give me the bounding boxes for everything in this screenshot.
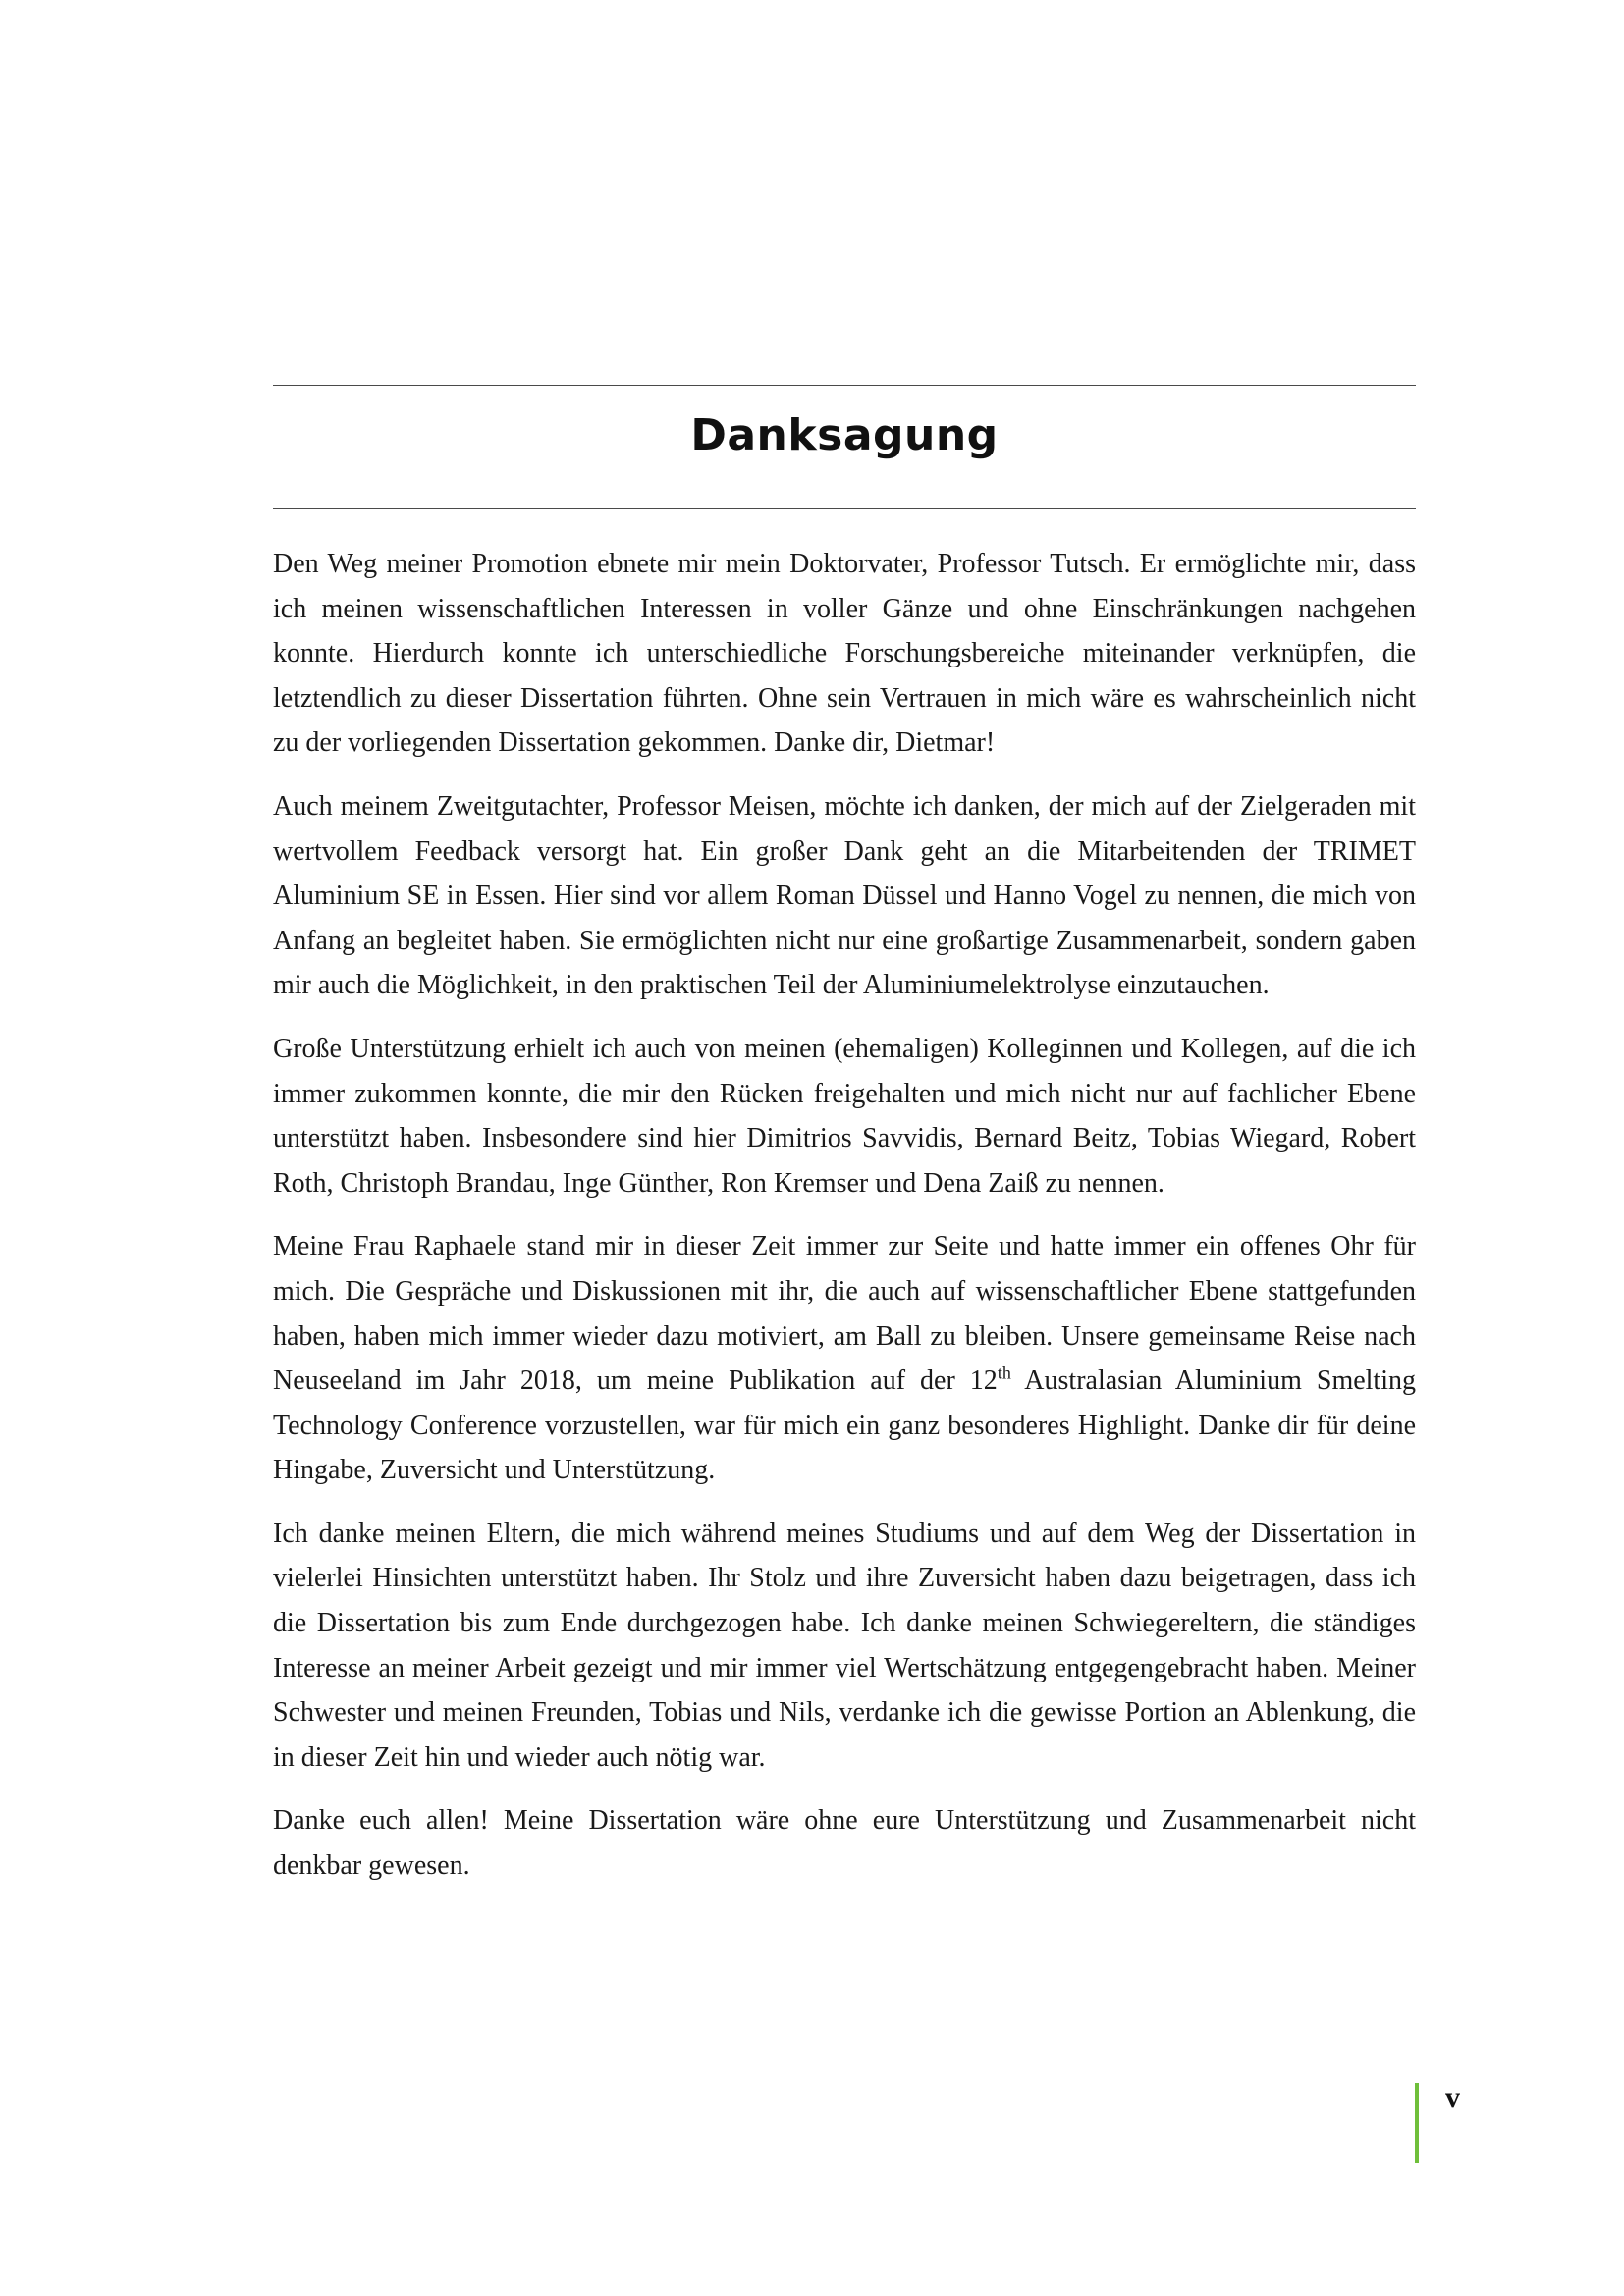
paragraph-2: Auch meinem Zweitgutachter, Professor Meisen, möchte ich danken, der mich auf der Zielgeraden mit wertvollem Feedback versorgt hat. Ein großer Dank geht an die Mitarbeitenden der TRIMET Aluminium SE in Essen. Hier sind vor allem Roman Düssel und Hanno Vogel zu nennen, die mich von Anfang an begleitet haben. Sie ermöglichten nicht nur eine großartige Zusammenarbeit, sondern gaben mir auch die Möglichkeit, in den praktischen Teil der Aluminiumelektrolyse einzutauchen. (273, 790, 1416, 1001)
paragraph-3: Große Unterstützung erhielt ich auch von meinen (ehemaligen) Kolleginnen und Kollegen, auf die ich immer zukommen konnte, die mir den Rücken freigehalten und mich nicht nur auf fachlicher Ebene unterstützt haben. Insbesondere sind hier Dimitrios Savvidis, Bernard Beitz, Tobias Wiegard, Robert Roth, Christoph Brandau, Inge Günther, Ron Kremser und Dena Zaiß zu nennen. (273, 1033, 1416, 1199)
paragraph-4-before: Meine Frau Raphaele stand mir in dieser Zeit immer zur Seite und hatte immer ein offenes Ohr für mich. Die Gespräche und Diskussionen mit ihr, die auch auf wissenschaftlicher Ebene stattgefunden haben, haben mich immer wieder dazu motiviert, am Ball zu bleiben. Unsere gemeinsame Reise nach Neuseeland im Jahr 2018, um meine Publikation auf der 12 (273, 1231, 1416, 1397)
paragraph-4-after: Australasian Aluminium Smelting Technology Conference vorzustellen, war für mich ein ganz besonderes Highlight. Danke dir für deine Hingabe, Zuversicht und Unterstützung. (273, 1365, 1416, 1486)
ordinal-superscript: th (997, 1362, 1011, 1383)
heading-top-rule (273, 385, 1416, 386)
page-title: Danksagung (690, 410, 999, 460)
heading-bottom-rule (273, 508, 1416, 509)
paragraph-4 (273, 1224, 1416, 1493)
paragraph-6: Danke euch allen! Meine Dissertation wäre ohne eure Unterstützung und Zusammenarbeit nicht denkbar gewesen. (273, 1805, 1416, 1882)
page-number: v (1445, 2081, 1460, 2113)
paragraph-1: Den Weg meiner Promotion ebnete mir mein Doktorvater, Professor Tutsch. Er ermöglichte mir, dass ich meinen wissenschaftlichen Interessen in voller Gänze und ohne Einschränkungen nachgehen konnte. Hierdurch konnte ich unterschiedliche Forschungsbereiche miteinander verknüpfen, die letztendlich zu dieser Dissertation führten. Ohne sein Vertrauen in mich wäre es wahrscheinlich nicht zu der vorliegenden Dissertation gekommen. Danke dir, Dietmar! (273, 549, 1416, 759)
page-marker-bar (1415, 2083, 1419, 2163)
acknowledgements-body (273, 542, 1416, 1907)
paragraph-5: Ich danke meinen Eltern, die mich während meines Studiums und auf dem Weg der Dissertation in vielerlei Hinsichten unterstützt haben. Ihr Stolz und ihre Zuversicht haben dazu beigetragen, dass ich die Dissertation bis zum Ende durchgezogen habe. Ich danke meinen Schwiegereltern, die ständiges Interesse an meiner Arbeit gezeigt und mir immer viel Wertschätzung entgegengebracht haben. Meiner Schwester und meinen Freunden, Tobias und Nils, verdanke ich die gewisse Portion an Ablenkung, die in dieser Zeit hin und wieder auch nötig war. (273, 1518, 1416, 1773)
